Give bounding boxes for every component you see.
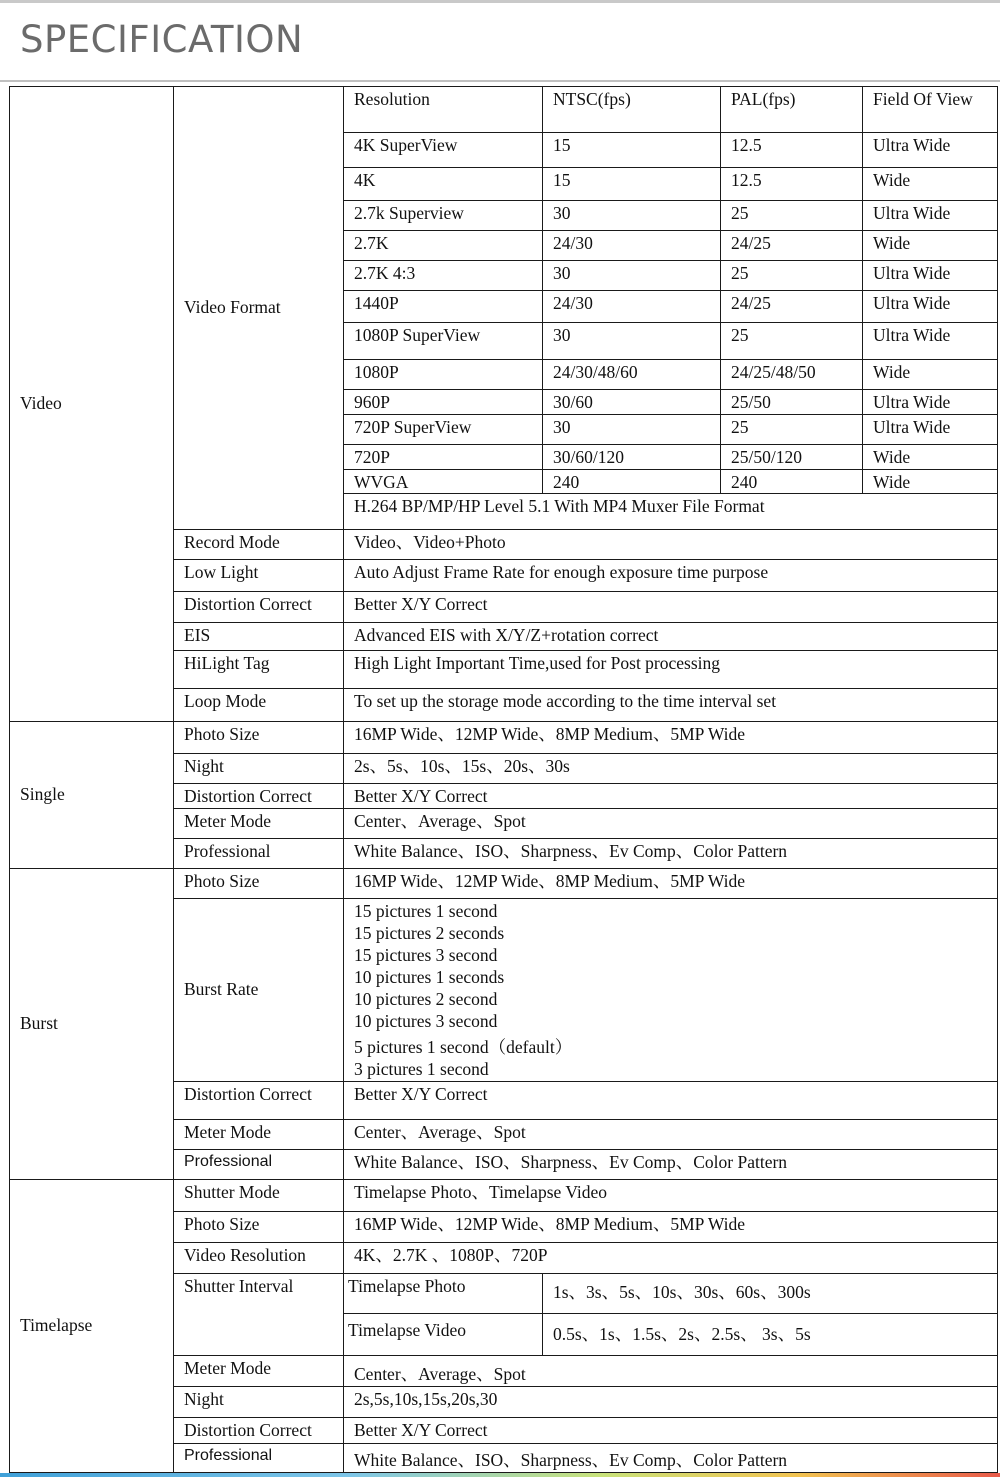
spec-value: To set up the storage mode according to the time interval set xyxy=(344,688,998,721)
spec-row xyxy=(10,721,998,753)
burst-rate-option: 10 pictures 3 second xyxy=(354,1011,498,1032)
ntsc-cell: 30 xyxy=(543,414,721,444)
pal-cell: 25/50 xyxy=(721,389,863,414)
fov-cell: Ultra Wide xyxy=(863,201,998,231)
timelapse-video-intervals: 0.5s、1s、1.5s、2s、2.5s、 3s、5s xyxy=(543,1314,998,1356)
specification-table xyxy=(9,86,998,1473)
pal-cell: 24/25 xyxy=(721,291,863,322)
spec-value: White Balance、ISO、Sharpness、Ev Comp、Color Pattern xyxy=(344,1443,998,1472)
column-header-field-of-view: Field Of View xyxy=(863,87,998,133)
spec-value: 16MP Wide、12MP Wide、8MP Medium、5MP Wide xyxy=(344,869,998,899)
category-video: Video xyxy=(10,87,174,722)
ntsc-cell: 30 xyxy=(543,261,721,291)
resolution-cell: 720P xyxy=(344,444,543,469)
spec-value: 16MP Wide、12MP Wide、8MP Medium、5MP Wide xyxy=(344,721,998,753)
burst-rate-option: 10 pictures 1 seconds xyxy=(354,967,505,988)
spec-label: Photo Size xyxy=(174,869,344,899)
title-rule xyxy=(0,80,1000,82)
spec-value: White Balance、ISO、Sharpness、Ev Comp、Color Pattern xyxy=(344,1149,998,1179)
fov-cell: Ultra Wide xyxy=(863,261,998,291)
ntsc-cell: 15 xyxy=(543,168,721,201)
fov-cell: Wide xyxy=(863,168,998,201)
spec-value: Better X/Y Correct xyxy=(344,591,998,622)
spec-label: Distortion Correct xyxy=(174,591,344,622)
burst-rate-label: Burst Rate xyxy=(174,899,344,1081)
spec-label: Meter Mode xyxy=(174,809,344,839)
spec-value: Center、Average、Spot xyxy=(344,1356,998,1387)
resolution-cell: 4K xyxy=(344,168,543,201)
resolution-cell: 960P xyxy=(344,389,543,414)
ntsc-cell: 30 xyxy=(543,322,721,359)
spec-value: Advanced EIS with X/Y/Z+rotation correct xyxy=(344,622,998,650)
pal-cell: 240 xyxy=(721,469,863,494)
resolution-cell: 1080P xyxy=(344,359,543,389)
fov-cell: Ultra Wide xyxy=(863,322,998,359)
ntsc-cell: 30/60 xyxy=(543,389,721,414)
pal-cell: 25 xyxy=(721,261,863,291)
fov-cell: Ultra Wide xyxy=(863,389,998,414)
video-format-label: Video Format xyxy=(174,87,344,530)
pal-cell: 25 xyxy=(721,414,863,444)
ntsc-cell: 24/30 xyxy=(543,231,721,261)
spec-value: 2s、5s、10s、15s、20s、30s xyxy=(344,754,998,784)
resolution-cell: 2.7k Superview xyxy=(344,201,543,231)
spec-label: Low Light xyxy=(174,559,344,591)
fov-cell: Wide xyxy=(863,469,998,494)
ntsc-cell: 30 xyxy=(543,201,721,231)
resolution-cell: 1440P xyxy=(344,291,543,322)
spec-label: Photo Size xyxy=(174,721,344,753)
spec-value: Timelapse Photo、Timelapse Video xyxy=(344,1179,998,1211)
spec-label: Night xyxy=(174,1387,344,1418)
spec-label: Video Resolution xyxy=(174,1243,344,1274)
ntsc-cell: 24/30/48/60 xyxy=(543,359,721,389)
spec-value: 4K、2.7K 、1080P、720P xyxy=(344,1243,998,1274)
category-timelapse: Timelapse xyxy=(10,1179,174,1472)
fov-cell: Wide xyxy=(863,444,998,469)
burst-rate-option: 15 pictures 2 seconds xyxy=(354,923,505,944)
spec-label: Professional xyxy=(174,1443,344,1472)
pal-cell: 24/25 xyxy=(721,231,863,261)
spec-label: Photo Size xyxy=(174,1212,344,1243)
resolution-cell: 2.7K xyxy=(344,231,543,261)
burst-rate-option: 5 pictures 1 second（default） xyxy=(354,1037,573,1058)
pal-cell: 25/50/120 xyxy=(721,444,863,469)
pal-cell: 12.5 xyxy=(721,133,863,168)
spec-label: EIS xyxy=(174,622,344,650)
burst-rate-option: 3 pictures 1 second xyxy=(354,1059,489,1080)
spec-value: Better X/Y Correct xyxy=(344,784,998,809)
shutter-interval-label: Shutter Interval xyxy=(174,1274,344,1356)
spec-label: HiLight Tag xyxy=(174,650,344,688)
column-header-ntsc: NTSC(fps) xyxy=(543,87,721,133)
category-single: Single xyxy=(10,721,174,868)
spec-value: High Light Important Time,used for Post processing xyxy=(344,650,998,688)
spec-label: Distortion Correct xyxy=(174,1418,344,1443)
ntsc-cell: 30/60/120 xyxy=(543,444,721,469)
spec-value: Better X/Y Correct xyxy=(344,1418,998,1443)
spec-value: Better X/Y Correct xyxy=(344,1081,998,1119)
bottom-accent-bar xyxy=(0,1473,1000,1477)
spec-label: Loop Mode xyxy=(174,688,344,721)
spec-value: White Balance、ISO、Sharpness、Ev Comp、Color Pattern xyxy=(344,839,998,869)
pal-cell: 25 xyxy=(721,322,863,359)
fov-cell: Ultra Wide xyxy=(863,291,998,322)
spec-value: 2s,5s,10s,15s,20s,30 xyxy=(344,1387,998,1418)
top-rule xyxy=(0,0,1000,3)
burst-rate-values xyxy=(344,899,998,1081)
fov-cell: Wide xyxy=(863,359,998,389)
burst-rate-option: 15 pictures 3 second xyxy=(354,945,498,966)
column-header-resolution: Resolution xyxy=(344,87,543,133)
spec-row xyxy=(10,1179,998,1211)
spec-label: Meter Mode xyxy=(174,1356,344,1387)
resolution-cell: 1080P SuperView xyxy=(344,322,543,359)
burst-rate-option: 15 pictures 1 second xyxy=(354,901,498,922)
spec-label: Meter Mode xyxy=(174,1119,344,1149)
codec-note: H.264 BP/MP/HP Level 5.1 With MP4 Muxer File Format xyxy=(344,494,998,529)
pal-cell: 12.5 xyxy=(721,168,863,201)
fov-cell: Wide xyxy=(863,231,998,261)
spec-label: Distortion Correct xyxy=(174,1081,344,1119)
resolution-cell: 4K SuperView xyxy=(344,133,543,168)
fov-cell: Ultra Wide xyxy=(863,133,998,168)
spec-label: Professional xyxy=(174,1149,344,1179)
spec-row xyxy=(10,869,998,899)
spec-label: Record Mode xyxy=(174,529,344,559)
video-format-header-row xyxy=(10,87,998,133)
timelapse-video-label: Timelapse Video xyxy=(344,1314,543,1356)
resolution-cell: WVGA xyxy=(344,469,543,494)
spec-label: Night xyxy=(174,754,344,784)
spec-value: Video、Video+Photo xyxy=(344,529,998,559)
spec-value: 16MP Wide、12MP Wide、8MP Medium、5MP Wide xyxy=(344,1212,998,1243)
category-burst: Burst xyxy=(10,869,174,1180)
page-title: SPECIFICATION xyxy=(20,18,304,61)
timelapse-photo-intervals: 1s、3s、5s、10s、30s、60s、300s xyxy=(543,1274,998,1314)
resolution-cell: 2.7K 4:3 xyxy=(344,261,543,291)
ntsc-cell: 24/30 xyxy=(543,291,721,322)
ntsc-cell: 240 xyxy=(543,469,721,494)
fov-cell: Ultra Wide xyxy=(863,414,998,444)
spec-label: Shutter Mode xyxy=(174,1179,344,1211)
pal-cell: 24/25/48/50 xyxy=(721,359,863,389)
column-header-pal: PAL(fps) xyxy=(721,87,863,133)
ntsc-cell: 15 xyxy=(543,133,721,168)
timelapse-photo-label: Timelapse Photo xyxy=(344,1274,543,1314)
resolution-cell: 720P SuperView xyxy=(344,414,543,444)
spec-value: Center、Average、Spot xyxy=(344,809,998,839)
spec-value: Center、Average、Spot xyxy=(344,1119,998,1149)
burst-rate-option: 10 pictures 2 second xyxy=(354,989,498,1010)
pal-cell: 25 xyxy=(721,201,863,231)
spec-label: Distortion Correct xyxy=(174,784,344,809)
spec-value: Auto Adjust Frame Rate for enough exposure time purpose xyxy=(344,559,998,591)
spec-label: Professional xyxy=(174,839,344,869)
